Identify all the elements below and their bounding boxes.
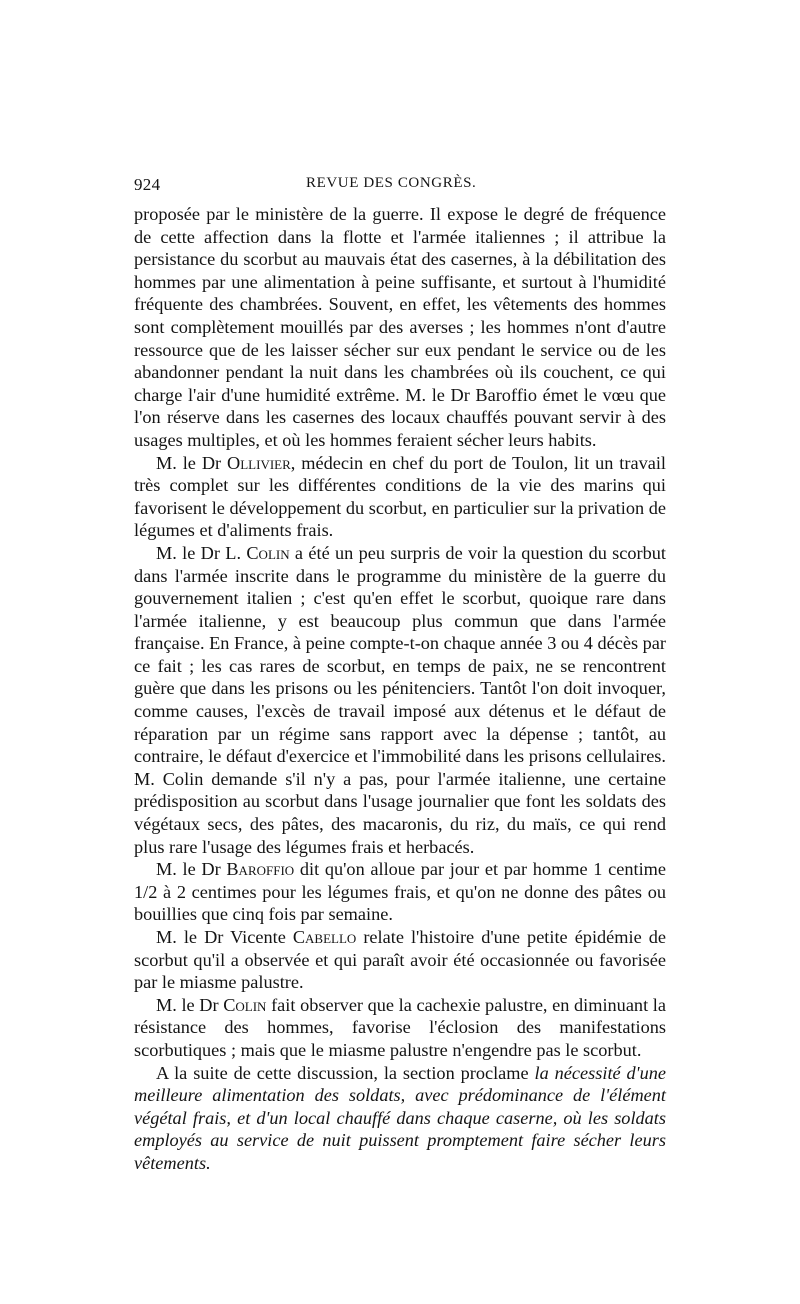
speaker-name: Colin bbox=[223, 994, 267, 1015]
paragraph-lead: M. le Dr L. bbox=[156, 542, 247, 563]
paragraph-ollivier bbox=[134, 452, 666, 542]
paragraph-colin-surprise bbox=[134, 542, 666, 858]
running-head: REVUE DES CONGRÈS. bbox=[306, 175, 477, 191]
speaker-name: Baroffio bbox=[226, 859, 295, 880]
paragraph-section-resolution bbox=[134, 1062, 666, 1175]
paragraph-lead: M. le Dr bbox=[156, 994, 224, 1015]
paragraph-baroffio-proposal bbox=[134, 203, 666, 452]
paragraph-lead: A la suite de cette discussion, la section proclame bbox=[156, 1062, 535, 1083]
speaker-name: Ollivier bbox=[227, 452, 291, 473]
paragraph-colin-cachexie bbox=[134, 994, 666, 1062]
paragraph-lead: M. le Dr bbox=[156, 452, 228, 473]
paragraph-cabello bbox=[134, 926, 666, 994]
body-text bbox=[134, 203, 666, 1175]
speaker-name: Cabello bbox=[292, 927, 357, 947]
paragraph-lead: M. le Dr bbox=[156, 859, 227, 880]
paragraph-text: proposée par le ministère de la guerre. Il expose le degré de fréquence de cette affection dans la flotte et l'armée italiennes ; il attribue la persistance du scorbut au mauvais état des casernes, à la débilitation des hommes par une alimentation à peine suffisante, et surtout à l'humidité fréquente des chambrées. Souvent, en effet, les vêtements des hommes sont complètement mouillés par des averses ; les hommes n'ont d'autre ressource que de les laisser sécher sur eux pendant le service ou de les abandonner pendant la nuit dans les chambrées où ils couchent, ce qui charge l'air d'une humidité extrême. M. le Dr Baroffio émet le vœu que l'on réserve dans les casernes des locaux chauffés pouvant servir à des usages multiples, et où les hommes feraient sécher leurs habits. bbox=[134, 204, 666, 450]
paragraph-text: a été un peu surpris de voir la question du scorbut dans l'armée inscrite dans le programme du ministère de la guerre du gouvernement italien ; c'est qu'en effet le scorbut, quoique rare dans l'armée italienne, y est beaucoup plus commun que dans l'armée française. En France, à peine compte-t-on chaque année 3 ou 4 décès par ce fait ; les cas rares de scorbut, en temps de paix, ne se rencontrent guère que dans les prisons ou les pénitenciers. Tantôt l'on doit invoquer, comme causes, l'excès de travail imposé aux détenus et le défaut de réparation par un régime sans rapport avec la dépense ; tantôt, au contraire, le défaut d'exercice et l'immobilité dans les prisons cellulaires. M. Colin demande s'il n'y a pas, pour l'armée italienne, une certaine prédisposition au scorbut dans l'usage journalier que font les soldats des végétaux secs, des pâtes, des macaronis, du riz, du maïs, ce qui rend plus rare l'usage des légumes frais et herbacés. bbox=[134, 542, 666, 857]
paragraph-text: relate l'histoire d'une petite épidémie de scorbut qu'il a observée et qui paraît avoir été occasionnée ou favorisée par le miasme palustre. bbox=[134, 927, 666, 993]
page-header bbox=[134, 175, 666, 201]
paragraph-text: fait observer que la cachexie palustre, en diminuant la résistance des hommes, favorise l'éclosion des manifestations scorbutiques ; mais que le miasme palustre n'engendre pas le scorbut. bbox=[134, 994, 666, 1060]
speaker-name: Colin bbox=[246, 542, 290, 563]
paragraph-text: , médecin en chef du port de Toulon, lit un travail très complet sur les différentes conditions de la vie des marins qui favorisent le développement du scorbut, en particulier sur la privation de légumes et d'aliments frais. bbox=[134, 452, 666, 541]
resolution-text: la nécessité d'une meilleure alimentation des soldats, avec prédominance de l'élément végétal frais, et d'un local chauffé dans chaque caserne, où les soldats employés au service de nuit puissent promptement faire sécher leurs vêtements. bbox=[134, 1062, 666, 1173]
paragraph-baroffio-ration bbox=[134, 858, 666, 926]
paragraph-lead: M. le Dr Vicente bbox=[156, 927, 293, 947]
paragraph-text: dit qu'on alloue par jour et par homme 1 centime 1/2 à 2 centimes pour les légumes frais, et qu'on ne donne des pâtes ou bouillies que cinq fois par semaine. bbox=[134, 859, 666, 925]
page-number: 924 bbox=[134, 175, 161, 194]
